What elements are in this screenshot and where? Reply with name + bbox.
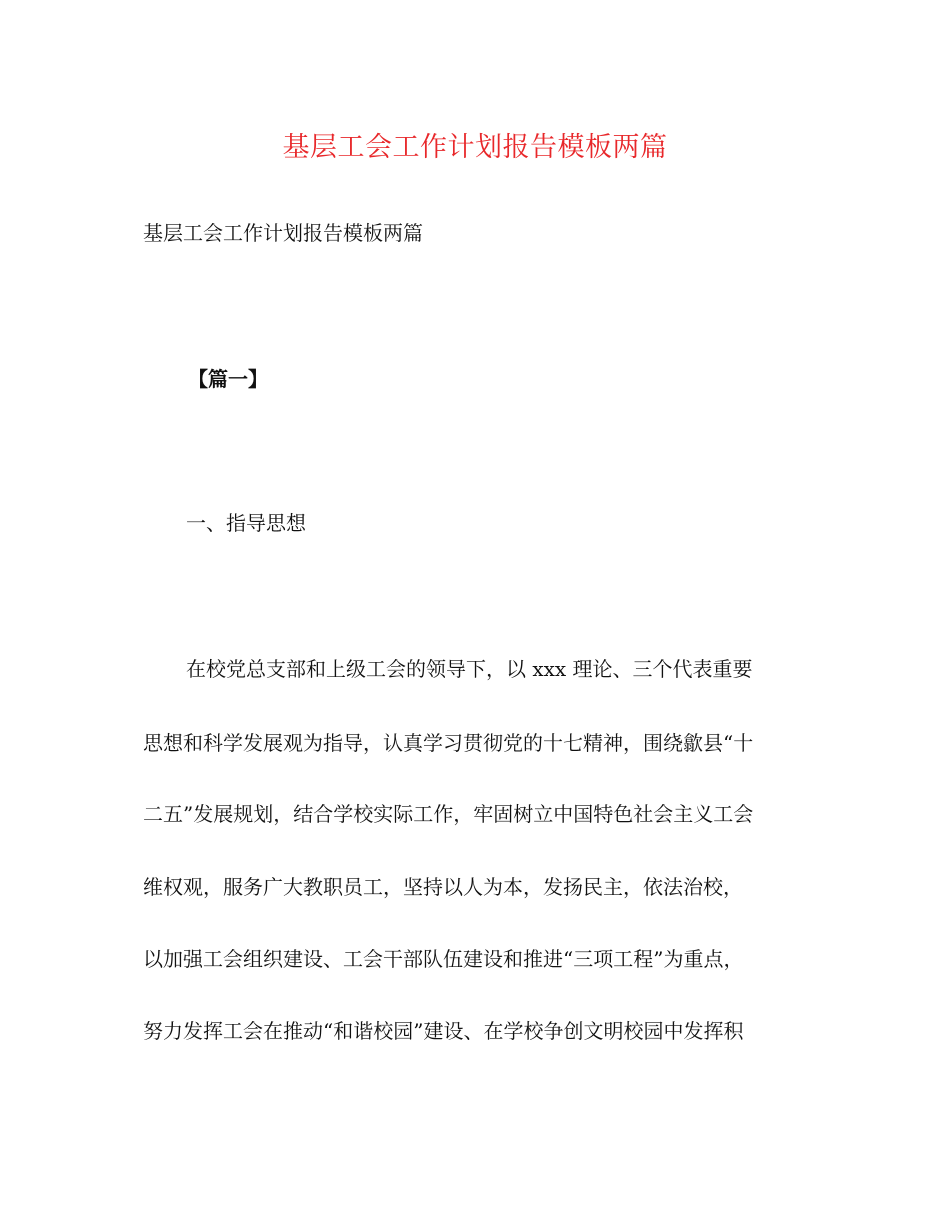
document-subtitle: 基层工会工作计划报告模板两篇 — [143, 221, 423, 245]
paragraph-line: 思想和科学发展观为指导，认真学习贯彻党的十七精神，围绕歙县“十 — [143, 731, 754, 755]
document-title: 基层工会工作计划报告模板两篇 — [282, 132, 668, 163]
paragraph-line: 二五”发展规划，结合学校实际工作，牢固树立中国特色社会主义工会 — [143, 802, 754, 826]
paragraph-line: 以加强工会组织建设、工会干部队伍建设和推进“三项工程”为重点， — [143, 947, 744, 971]
paragraph-line: 在校党总支部和上级工会的领导下，以 xxx 理论、三个代表重要 — [186, 657, 753, 681]
paragraph-line: 努力发挥工会在推动“和谐校园”建设、在学校争创文明校园中发挥积 — [143, 1019, 744, 1043]
paragraph-line: 维权观，服务广大教职员工，坚持以人为本，发扬民主，依法治校， — [143, 875, 743, 899]
section-heading: 一、指导思想 — [186, 511, 306, 535]
section-label: 【篇一】 — [188, 367, 268, 391]
